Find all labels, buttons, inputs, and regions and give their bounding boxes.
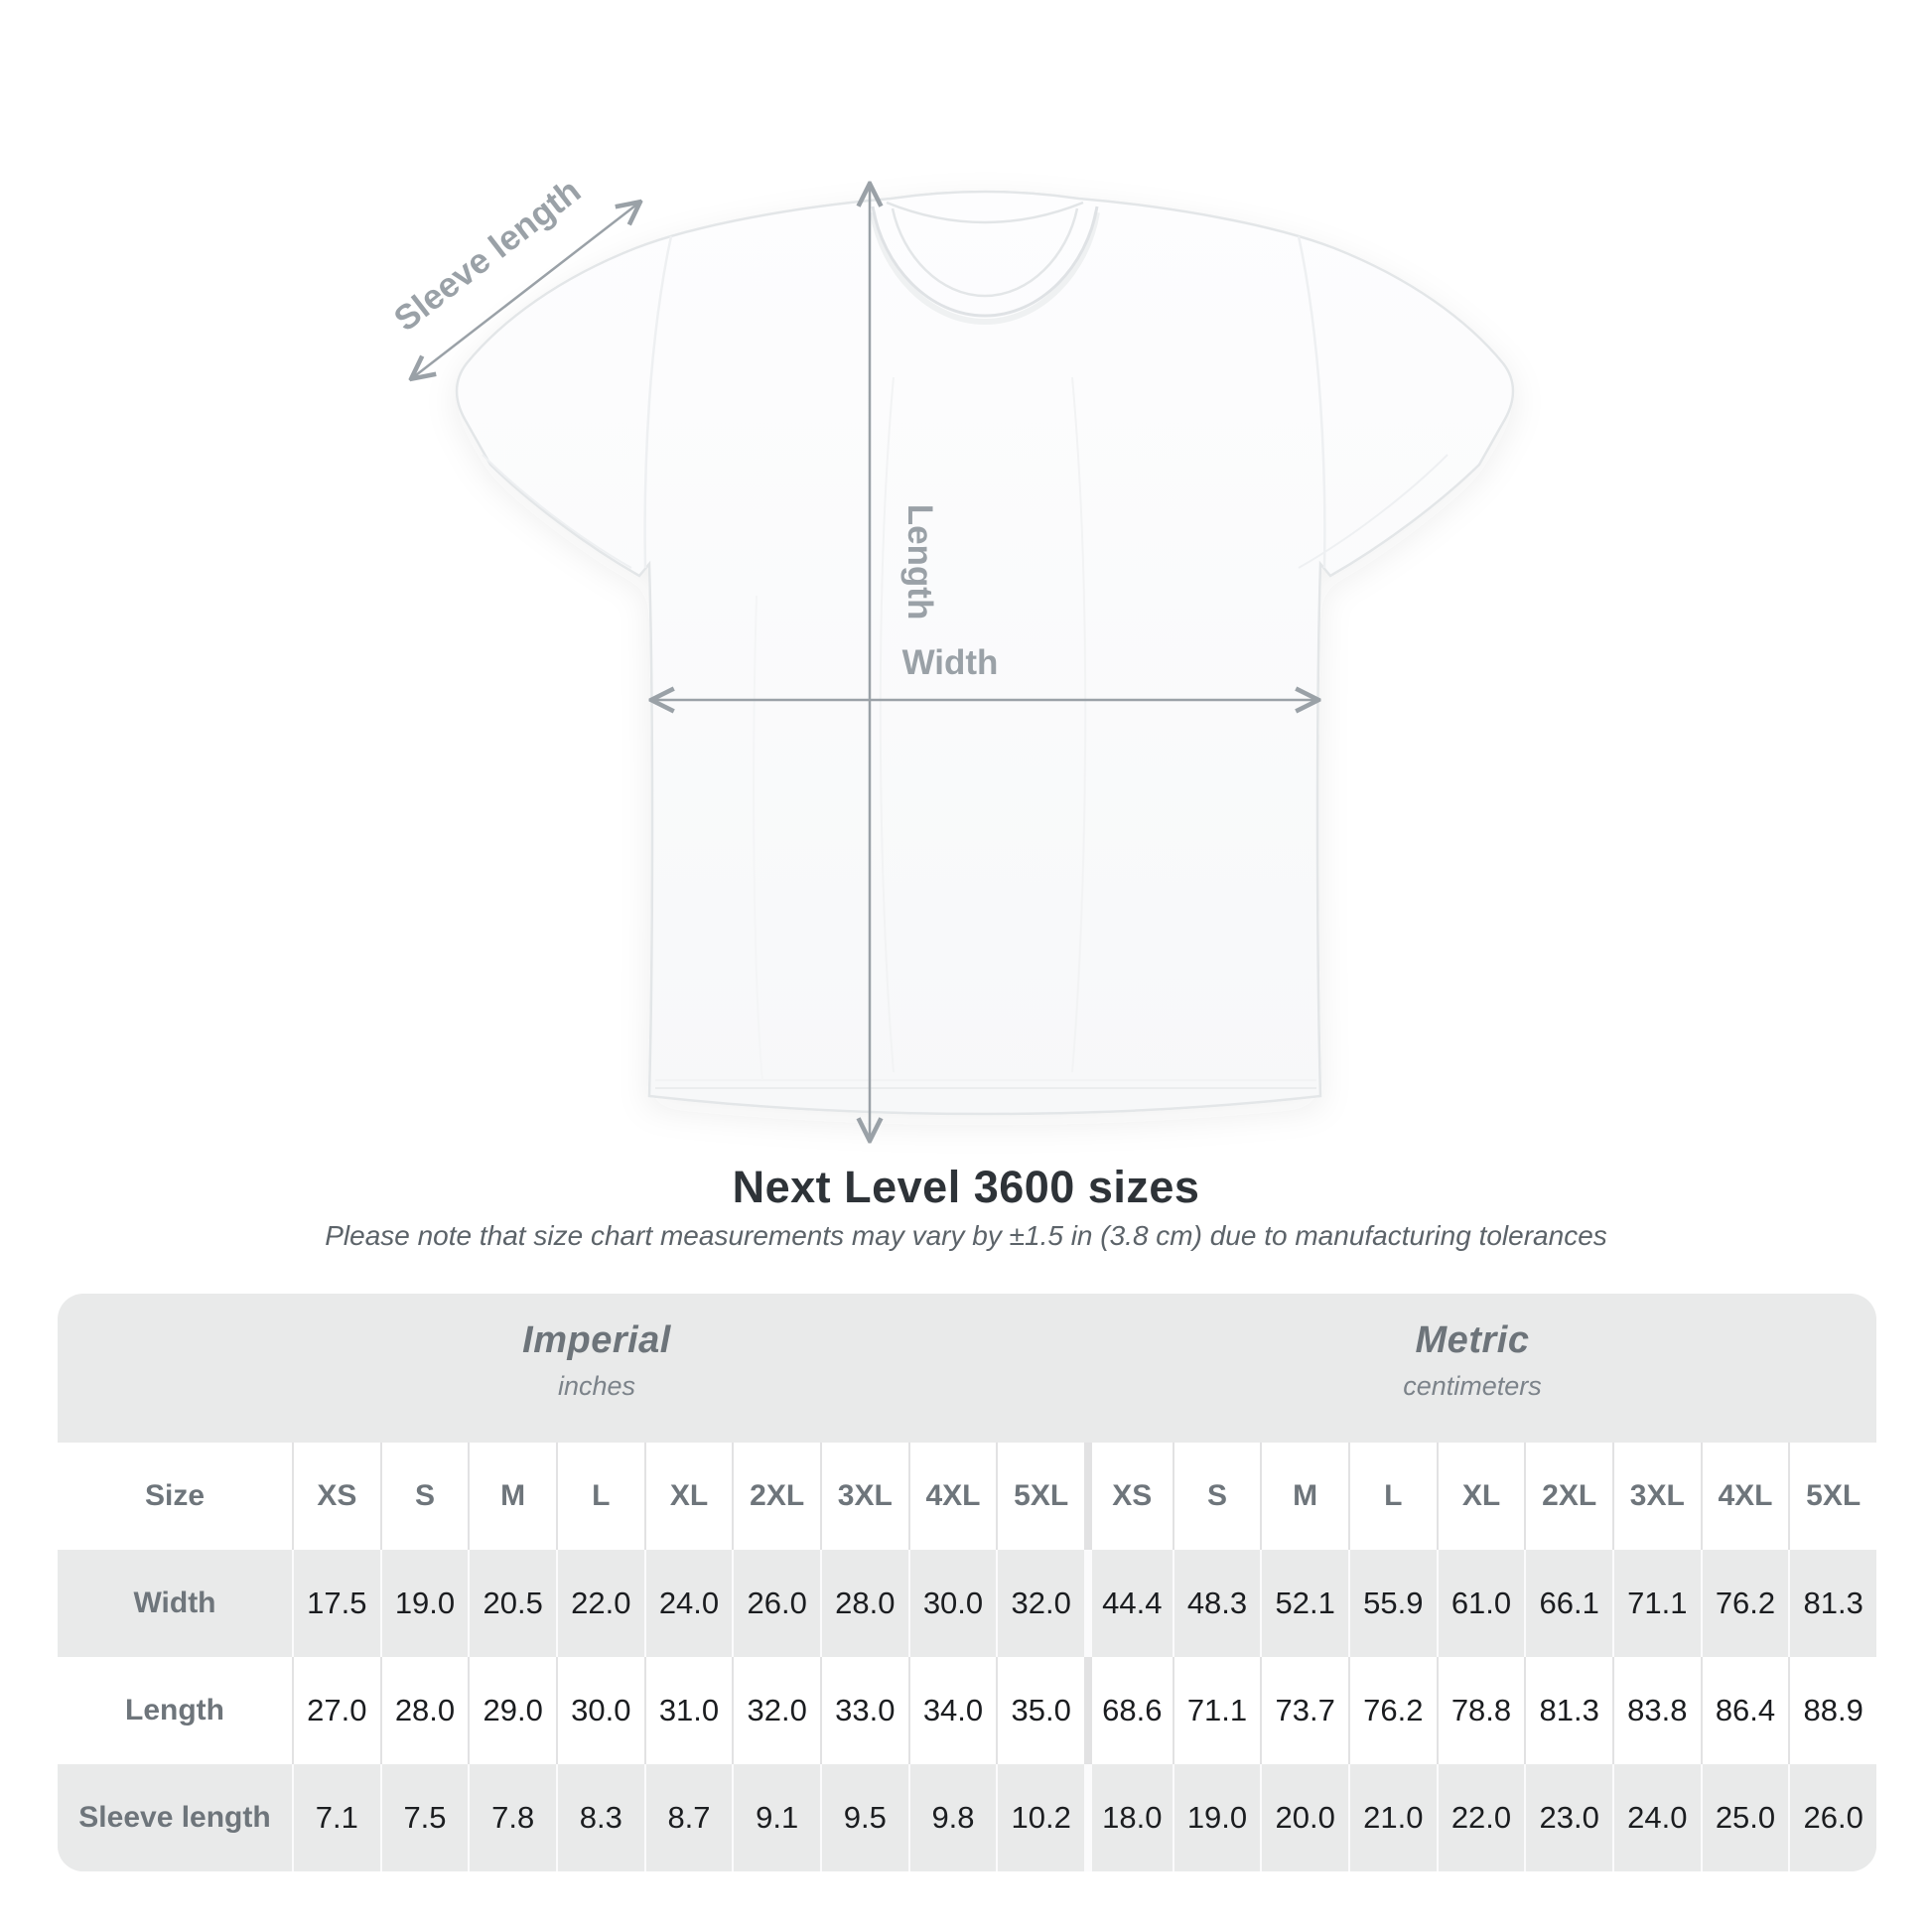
value-cell: 32.0 [732, 1657, 820, 1764]
value-cell: 81.3 [1524, 1657, 1612, 1764]
value-cell: 20.5 [468, 1550, 556, 1657]
size-table-panel [58, 1294, 1876, 1871]
size-table [58, 1443, 1876, 1871]
size-column-header: XS [1084, 1443, 1173, 1550]
value-cell: 19.0 [1173, 1764, 1261, 1871]
value-cell: 88.9 [1788, 1657, 1876, 1764]
imperial-header-title: Imperial [522, 1319, 671, 1361]
length-figure-label: Length [900, 503, 939, 621]
size-column-header: 2XL [732, 1443, 820, 1550]
value-cell: 83.8 [1612, 1657, 1701, 1764]
value-cell: 28.0 [820, 1550, 908, 1657]
value-cell: 86.4 [1701, 1657, 1789, 1764]
value-cell: 22.0 [556, 1550, 644, 1657]
value-cell: 26.0 [1788, 1764, 1876, 1871]
value-cell: 73.7 [1260, 1657, 1348, 1764]
size-column-header: 4XL [1701, 1443, 1789, 1550]
value-cell: 10.2 [996, 1764, 1084, 1871]
value-cell: 7.5 [380, 1764, 469, 1871]
value-cell: 24.0 [1612, 1764, 1701, 1871]
size-column-header: XL [1437, 1443, 1525, 1550]
size-column-header: S [380, 1443, 469, 1550]
value-cell: 31.0 [644, 1657, 733, 1764]
value-cell: 23.0 [1524, 1764, 1612, 1871]
value-cell: 66.1 [1524, 1550, 1612, 1657]
value-cell: 33.0 [820, 1657, 908, 1764]
size-column-header: XS [292, 1443, 380, 1550]
value-cell: 30.0 [556, 1657, 644, 1764]
metric-header-title: Metric [1415, 1319, 1530, 1361]
value-cell: 27.0 [292, 1657, 380, 1764]
value-cell: 19.0 [380, 1550, 469, 1657]
size-column-header: M [1260, 1443, 1348, 1550]
table-row [58, 1443, 1876, 1550]
value-cell: 52.1 [1260, 1550, 1348, 1657]
value-cell: 22.0 [1437, 1764, 1525, 1871]
value-cell: 71.1 [1173, 1657, 1261, 1764]
value-cell: 25.0 [1701, 1764, 1789, 1871]
value-cell: 81.3 [1788, 1550, 1876, 1657]
size-column-header: M [468, 1443, 556, 1550]
value-cell: 7.1 [292, 1764, 380, 1871]
size-column-header: L [1348, 1443, 1437, 1550]
value-cell: 30.0 [908, 1550, 997, 1657]
value-cell: 32.0 [996, 1550, 1084, 1657]
imperial-header-unit: inches [557, 1371, 636, 1401]
value-cell: 29.0 [468, 1657, 556, 1764]
value-cell: 17.5 [292, 1550, 380, 1657]
value-cell: 9.8 [908, 1764, 997, 1871]
value-cell: 8.7 [644, 1764, 733, 1871]
value-cell: 9.1 [732, 1764, 820, 1871]
value-cell: 68.6 [1084, 1657, 1173, 1764]
tolerance-note: Please note that size chart measurements may vary by ±1.5 in (3.8 cm) due to manufacturing tolerances [325, 1220, 1607, 1251]
value-cell: 20.0 [1260, 1764, 1348, 1871]
table-row [58, 1764, 1876, 1871]
size-column-header: 5XL [996, 1443, 1084, 1550]
table-row [58, 1657, 1876, 1764]
size-column-header: 4XL [908, 1443, 997, 1550]
value-cell: 24.0 [644, 1550, 733, 1657]
value-cell: 78.8 [1437, 1657, 1525, 1764]
value-cell: 26.0 [732, 1550, 820, 1657]
value-cell: 7.8 [468, 1764, 556, 1871]
page-title: Next Level 3600 sizes [732, 1162, 1200, 1212]
value-cell: 35.0 [996, 1657, 1084, 1764]
value-cell: 34.0 [908, 1657, 997, 1764]
size-column-header: 5XL [1788, 1443, 1876, 1550]
value-cell: 21.0 [1348, 1764, 1437, 1871]
value-cell: 76.2 [1701, 1550, 1789, 1657]
value-cell: 44.4 [1084, 1550, 1173, 1657]
table-row [58, 1550, 1876, 1657]
value-cell: 18.0 [1084, 1764, 1173, 1871]
size-column-header: S [1173, 1443, 1261, 1550]
size-row-label: Size [144, 1479, 206, 1512]
row-label: Width [133, 1587, 216, 1619]
value-cell: 28.0 [380, 1657, 469, 1764]
row-label: Length [125, 1694, 224, 1726]
value-cell: 8.3 [556, 1764, 644, 1871]
size-column-header: 3XL [820, 1443, 908, 1550]
row-label: Sleeve length [78, 1801, 271, 1834]
value-cell: 55.9 [1348, 1550, 1437, 1657]
size-column-header: 3XL [1612, 1443, 1701, 1550]
value-cell: 9.5 [820, 1764, 908, 1871]
metric-header-unit: centimeters [1403, 1371, 1542, 1401]
size-column-header: L [556, 1443, 644, 1550]
size-column-header: 2XL [1524, 1443, 1612, 1550]
sleeve-length-figure-label: Sleeve length [386, 171, 589, 340]
size-column-header: XL [644, 1443, 733, 1550]
value-cell: 61.0 [1437, 1550, 1525, 1657]
width-figure-label: Width [901, 643, 999, 682]
value-cell: 71.1 [1612, 1550, 1701, 1657]
value-cell: 76.2 [1348, 1657, 1437, 1764]
value-cell: 48.3 [1173, 1550, 1261, 1657]
